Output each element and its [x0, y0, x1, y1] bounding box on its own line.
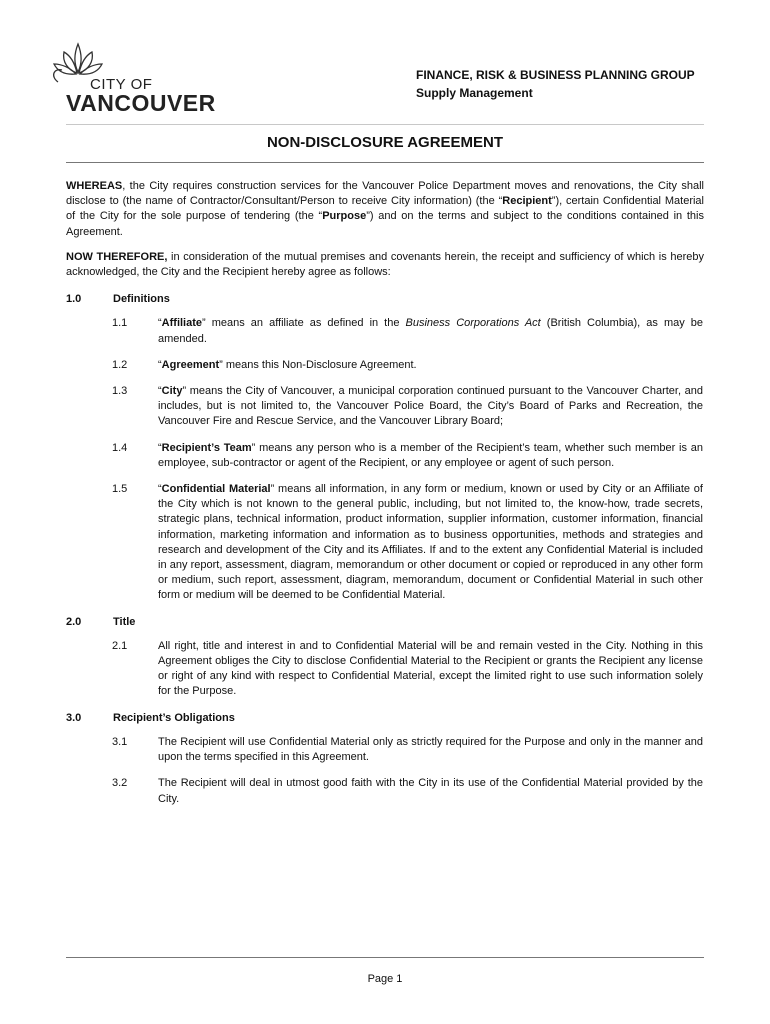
whereas-text-3: ”) and on the terms and subject to the conditions contained in this Agreement. — [66, 210, 704, 238]
dept-group: FINANCE, RISK & BUSINESS PLANNING GROUP — [416, 68, 695, 82]
whereas-recipient: Recipient — [502, 195, 552, 208]
clause-body-end: (British Columbia), as may be amended. — [158, 317, 704, 345]
clause-body: ” means the City of Vancouver, a municipal corporation continued pursuant to the Vancouver Charter, and includes, but is not limited to, the Vancouver Police Board, the City’s Board of Parks and Recreation, the Vancouver Fire and Rescue Service, and the Vancouver Library Board; — [158, 385, 703, 428]
open-quote: “ — [158, 317, 162, 330]
section-title: Recipient’s Obligations — [113, 711, 235, 724]
city-of-vancouver-logo — [44, 42, 224, 122]
clause-body: ” means this Non-Disclosure Agreement. — [219, 358, 417, 371]
section-title: Definitions — [113, 293, 170, 306]
open-quote: “ — [158, 483, 162, 496]
dept-unit: Supply Management — [416, 86, 533, 100]
clause — [66, 316, 704, 346]
clause — [66, 482, 704, 604]
defined-term: Confidential Material — [161, 483, 271, 496]
clause-text — [158, 441, 703, 471]
open-quote: “ — [158, 358, 162, 371]
clause — [66, 384, 704, 430]
section-number: 1.0 — [66, 293, 82, 306]
section-heading — [66, 615, 704, 630]
clause-body: ” means an affiliate as defined in the — [202, 317, 406, 330]
clause-text — [158, 482, 703, 604]
clause-text — [158, 316, 703, 346]
defined-term: Affiliate — [161, 317, 203, 330]
clause-text — [158, 384, 703, 430]
whereas-lead: WHEREAS — [66, 180, 123, 192]
clause — [66, 776, 704, 806]
clause-number: 3.1 — [112, 735, 128, 748]
clause-text — [158, 358, 703, 373]
whereas-text-2: ”), certain Confidential Material of the City for the sole purpose of tendering (the “ — [66, 195, 704, 223]
defined-term: Agreement — [161, 358, 220, 371]
now-therefore-lead: NOW THEREFORE, — [66, 250, 168, 263]
whereas-paragraph — [66, 179, 704, 240]
section-number: 3.0 — [66, 711, 82, 724]
clause-number: 1.5 — [112, 483, 128, 496]
footer-divider — [66, 957, 704, 958]
clause — [66, 639, 704, 700]
clause — [66, 441, 704, 471]
open-quote: “ — [158, 441, 162, 454]
now-therefore-text: in consideration of the mutual premises and covenants herein, the receipt and sufficiency of which is hereby acknowledged, the City and the Recipient hereby agree as follows: — [66, 250, 704, 279]
clause-number: 1.3 — [112, 385, 128, 398]
clause-number: 3.2 — [112, 777, 128, 790]
department-heading — [416, 66, 695, 102]
clause-text: The Recipient will use Confidential Material only as strictly required for the Purpose and only in the manner and upon the terms specified in this Agreement. — [158, 735, 703, 764]
clause-number: 2.1 — [112, 639, 128, 652]
clause-body: ” means all information, in any form or medium, known or used by City or an Affiliate of the City which is not known to the general public, including, but not limited to, the know-how, trade secrets, strategic plans, technical information, product information, supplier information, customer information, financial information, marketing information and information as to business opportunities, methods and strategies and research and development of the City and its Affiliates. If and to the extent any Confidential Material is included in any report, assessment, diagram, memorandum or other document or copied or reproduced in any other form or medium, such report, assessment, diagram, memorandum, document or Confidential Material in such other form or medium will be deemed to be Confidential Material. — [158, 483, 703, 602]
clause-body: ” means any person who is a member of the Recipient’s team, whether such member is an employee, sub-contractor or agent of the Recipient, or any employee or agent of such person. — [158, 441, 703, 469]
clause-number: 1.2 — [112, 358, 128, 371]
now-therefore-paragraph — [66, 250, 704, 280]
section-number: 2.0 — [66, 615, 82, 628]
title-divider — [66, 162, 704, 163]
clause-number: 1.4 — [112, 441, 128, 454]
act-name: Business Corporations Act — [405, 317, 541, 330]
clause-text: The Recipient will deal in utmost good faith with the City in its use of the Confidential Material provided by the City. — [158, 777, 703, 805]
logo-city-of: CITY OF — [90, 76, 153, 93]
defined-term: City — [161, 385, 183, 398]
page-number: Page 1 — [367, 973, 403, 985]
whereas-purpose: Purpose — [322, 210, 367, 223]
section-title: Title — [113, 615, 136, 628]
header-divider — [66, 124, 704, 125]
document-title: NON-DISCLOSURE AGREEMENT — [266, 134, 504, 151]
clause-text: All right, title and interest in and to Confidential Material will be and remain vested in the City. Nothing in this Agreement obliges the City to disclose Confidential Material to the Recipient or grants the Recipient any license or right of any kind with respect to Confidential Material, except the limited right to use such information solely for the Purpose. — [158, 639, 703, 698]
document-body — [66, 179, 704, 818]
clause — [66, 358, 704, 373]
logo-vancouver: VANCOUVER — [66, 90, 216, 116]
section-heading — [66, 711, 704, 726]
open-quote: “ — [158, 385, 162, 398]
section-heading — [66, 292, 704, 307]
whereas-text-1: , the City requires construction services for the Vancouver Police Department moves and renovations, the City shall disclose to (the name of Contractor/Consultant/Person to receive City information) (the “ — [66, 180, 704, 208]
clause-number: 1.1 — [112, 317, 128, 330]
defined-term: Recipient’s Team — [161, 441, 252, 454]
clause — [66, 735, 704, 765]
